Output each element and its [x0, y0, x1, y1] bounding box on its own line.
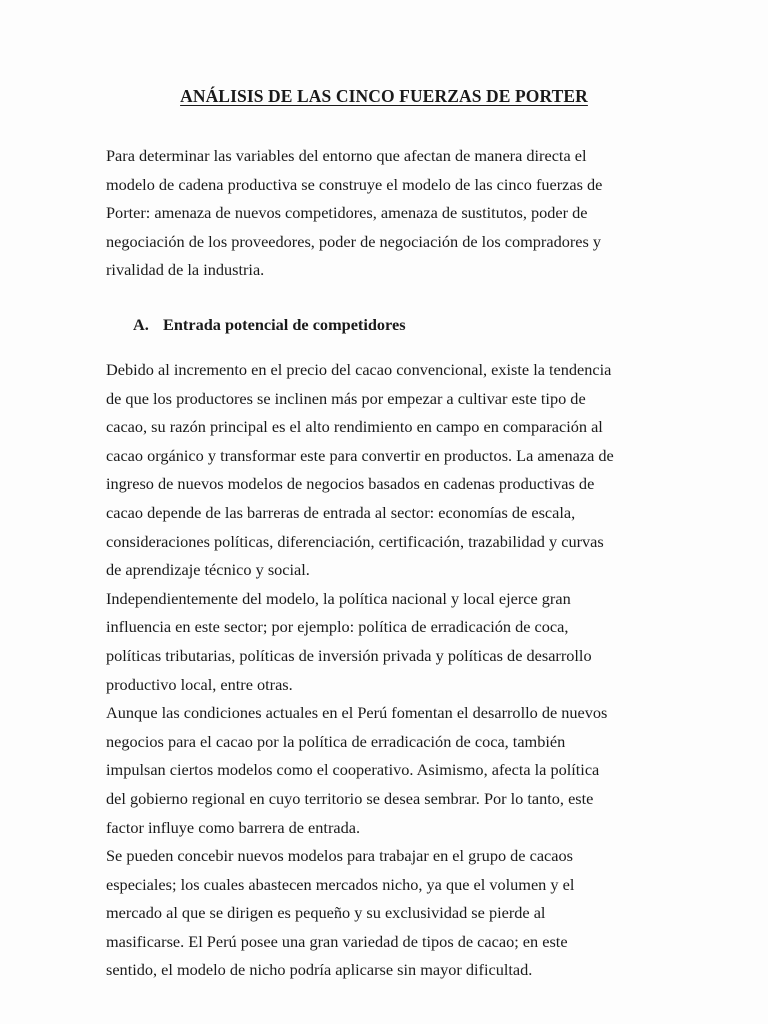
body-line: de que los productores se inclinen más por empezar a cultivar este tipo de [106, 388, 586, 408]
section-letter: A. [133, 315, 149, 334]
body-text [106, 356, 666, 985]
body-line: consideraciones políticas, diferenciación, certificación, trazabilidad y curvas [106, 531, 604, 551]
body-line: sentido, el modelo de nicho podría aplicarse sin mayor dificultad. [106, 960, 533, 980]
body-line: políticas tributarias, políticas de inversión privada y políticas de desarrollo [106, 645, 592, 665]
body-line: Debido al incremento en el precio del cacao convencional, existe la tendencia [106, 360, 612, 379]
body-line: Se pueden concebir nuevos modelos para trabajar en el grupo de cacaos [106, 846, 573, 866]
body-line: impulsan ciertos modelos como el cooperativo. Asimismo, afecta la política [106, 760, 600, 780]
intro-paragraph [106, 142, 666, 285]
body-line: cacao, su razón principal es el alto rendimiento en campo en comparación al [106, 417, 603, 437]
body-line: especiales; los cuales abastecen mercados nicho, ya que el volumen y el [106, 874, 575, 894]
section-heading [133, 315, 406, 335]
document-title: ANÁLISIS DE LAS CINCO FUERZAS DE PORTER [180, 86, 588, 106]
body-line: negocios para el cacao por la política de erradicación de coca, también [106, 731, 566, 751]
section-heading-text: Entrada potencial de competidores [163, 315, 406, 334]
body-line: Independientemente del modelo, la política nacional y local ejerce gran [106, 588, 571, 608]
intro-line: negociación de los proveedores, poder de negociación de los compradores y [106, 231, 602, 251]
body-line: cacao orgánico y transformar este para convertir en productos. La amenaza de [106, 445, 614, 465]
body-line: masificarse. El Perú posee una gran variedad de tipos de cacao; en este [106, 931, 568, 951]
body-line: cacao depende de las barreras de entrada al sector: economías de escala, [106, 502, 576, 522]
intro-line: modelo de cadena productiva se construye el modelo de las cinco fuerzas de [106, 174, 603, 194]
intro-line: rivalidad de la industria. [106, 260, 265, 280]
intro-line: Para determinar las variables del entorno que afectan de manera directa el [106, 146, 587, 165]
body-line: influencia en este sector; por ejemplo: política de erradicación de coca, [106, 617, 569, 637]
body-line: ingreso de nuevos modelos de negocios basados en cadenas productivas de [106, 474, 595, 494]
body-line: del gobierno regional en cuyo territorio se desea sembrar. Por lo tanto, este [106, 788, 594, 808]
body-line: mercado al que se dirigen es pequeño y su exclusividad se pierde al [106, 903, 546, 923]
body-line: productivo local, entre otras. [106, 674, 293, 694]
body-line: factor influye como barrera de entrada. [106, 817, 361, 837]
body-line: de aprendizaje técnico y social. [106, 560, 310, 580]
intro-line: Porter: amenaza de nuevos competidores, amenaza de sustitutos, poder de [106, 203, 588, 223]
body-line: Aunque las condiciones actuales en el Perú fomentan el desarrollo de nuevos [106, 703, 608, 723]
